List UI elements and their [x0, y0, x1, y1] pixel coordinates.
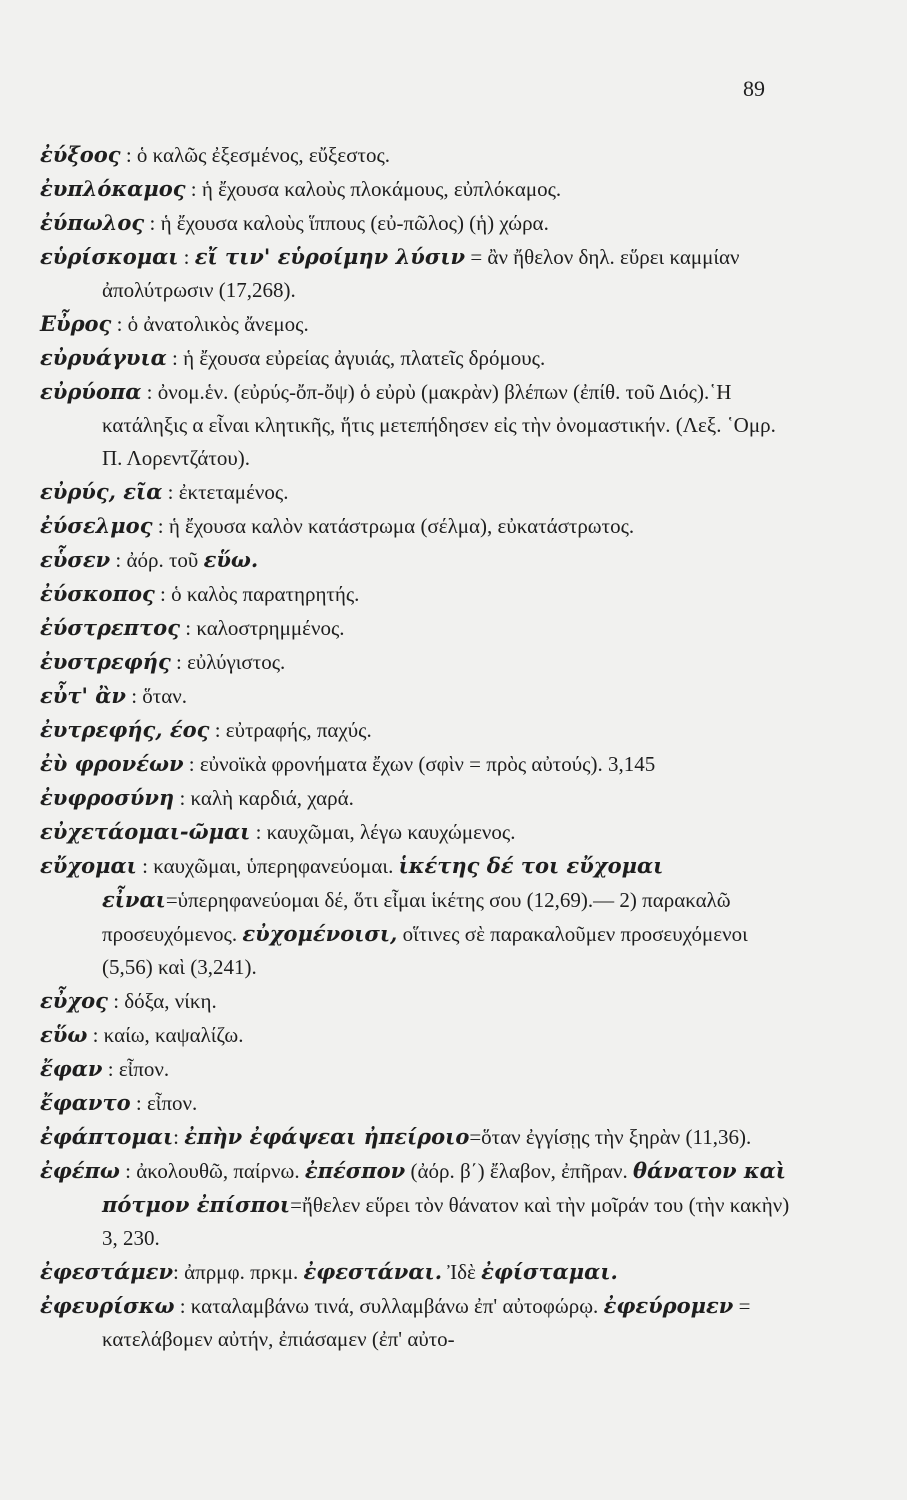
headword: ἐύπωλος [40, 210, 145, 235]
headword: ἔφαντο [40, 1090, 131, 1115]
definition: =ὅταν ἐγγίσῃς τὴν ξηρὰν (11,36). [469, 1125, 752, 1149]
headword: ἐύσελμος [40, 513, 153, 538]
dictionary-entry [40, 138, 800, 172]
definition: (ἀόρ. β΄) ἔλαβον, ἐπῆραν. [405, 1159, 633, 1183]
dictionary-entry [40, 645, 800, 679]
quoted-phrase: θάνατον καὶ πότμον ἐπίσποι [102, 1158, 786, 1217]
definition: : ἐκτεταμένος. [162, 480, 289, 504]
headword: ἐύστρεπτος [40, 615, 180, 640]
dictionary-entry [40, 984, 800, 1018]
quoted-phrase: εὕω. [203, 547, 259, 572]
definition: : εὐνοϊκὰ φρονήματα ἔχων (σφὶν = πρὸς αὐτούς). 3,145 [183, 752, 656, 776]
definition: : ὀνομ.ἑν. (εὐρύς-ὄπ-ὄψ) ὁ εὐρὺ (μακρὰν) βλέπων (ἐπίθ. τοῦ Διός).῾Η κατάληξις α εἶναι κλητικῆς, ἥτις μετεπήδησεν εἰς τὴν ὀνομαστικήν. (Λεξ. ῾Ομρ. Π. Λορεντζάτου). [102, 380, 776, 470]
dictionary-entry [40, 307, 800, 341]
dictionary-entry [40, 577, 800, 611]
headword: ἐυφροσύνη [40, 785, 175, 810]
headword: εὖχος [40, 988, 108, 1013]
headword: ἐυστρεφής [40, 649, 171, 674]
dictionary-entry [40, 240, 800, 307]
quoted-phrase: ἱκέτης δέ τοι εὔχομαι εἶναι [102, 853, 664, 912]
definition: : καλοστρημμένος. [179, 616, 345, 640]
quoted-phrase: ἐφεστάναι. [303, 1259, 443, 1284]
definition: : καυχῶμαι, λέγω καυχώμενος. [250, 820, 516, 844]
definition: : ἀκολουθῶ, παίρνω. [119, 1159, 305, 1183]
headword: εὑρίσκομαι [40, 244, 179, 269]
headword: ἐυτρεφής, έος [40, 717, 210, 742]
dictionary-entry [40, 849, 800, 984]
dictionary-entry [40, 206, 800, 240]
definition: : δόξα, νίκη. [107, 989, 217, 1013]
dictionary-entry [40, 1120, 800, 1154]
headword: εὖτ' ἂν [40, 683, 126, 708]
dictionary-entry [40, 475, 800, 509]
definition: : [178, 245, 195, 269]
quoted-phrase: ἐφεύρομεν [603, 1293, 734, 1318]
definition: : εὐτραφής, παχύς. [209, 718, 372, 742]
definition: : ἡ ἔχουσα καλοὺς πλοκάμους, εὐπλόκαμος. [185, 177, 562, 201]
dictionary-entry [40, 172, 800, 206]
headword: εὐρύοπα [40, 379, 142, 404]
definition: : καυχῶμαι, ὑπερηφανεύομαι. [136, 854, 399, 878]
definition: : ὁ καλὸς παρατηρητής. [154, 582, 360, 606]
headword: εὐρύς, εῖα [40, 479, 163, 504]
definition: : [173, 1125, 185, 1149]
dictionary-entry [40, 341, 800, 375]
definition: : εἶπον. [130, 1091, 198, 1115]
headword: εὕω [40, 1022, 88, 1047]
headword: εὔχομαι [40, 853, 137, 878]
dictionary-entry [40, 1018, 800, 1052]
headword: Εὖρος [40, 311, 112, 336]
headword: ἐύξοος [40, 142, 121, 167]
headword: εὗσεν [40, 547, 111, 572]
definition: : καταλαμβάνω τινά, συλλαμβάνω ἐπ' αὐτοφώρῳ. [174, 1294, 604, 1318]
quoted-phrase: ἐπὴν ἐφάψεαι ἠπείροιο [184, 1124, 470, 1149]
dictionary-entry [40, 747, 800, 781]
dictionary-entry [40, 1052, 800, 1086]
headword: ἐὺ φρονέων [40, 751, 184, 776]
headword: ἐφεστάμεν [40, 1259, 174, 1284]
headword: ἔφαν [40, 1056, 103, 1081]
headword: ἐυπλόκαμος [40, 176, 186, 201]
definition: : ἡ ἔχουσα καλοὺς ἵππους (εὐ-πῶλος) (ἡ) χώρα. [144, 211, 549, 235]
entry-list [40, 138, 800, 1356]
quoted-phrase: ἐπέσπον [304, 1158, 406, 1183]
dictionary-entry [40, 375, 800, 475]
definition: = ἂν ἤθελον δηλ. εὕρει καμμίαν ἀπολύτρωσιν (17,268). [102, 245, 740, 302]
definition: : ἀπρμφ. πρκμ. [173, 1260, 304, 1284]
definition: =ἤθελεν εὕρει τὸν θάνατον καὶ τὴν μοῖράν του (τὴν κακὴν) 3, 230. [102, 1193, 790, 1250]
definition: οἵτινες σὲ παρακαλοῦμεν προσευχόμενοι (5,56) καὶ (3,241). [102, 922, 748, 979]
dictionary-entry [40, 1086, 800, 1120]
definition: : ἡ ἔχουσα καλὸν κατάστρωμα (σέλμα), εὐκατάστρωτος. [152, 514, 635, 538]
quoted-phrase: ἐφίσταμαι. [481, 1259, 618, 1284]
dictionary-entry [40, 815, 800, 849]
definition: : καλὴ καρδιά, χαρά. [174, 786, 354, 810]
quoted-phrase: εἴ τιν' εὑροίμην λύσιν [194, 244, 466, 269]
page-number: 89 [743, 76, 765, 101]
dictionary-entry [40, 713, 800, 747]
definition: : ὁ καλῶς ἐξεσμένος, εὔξεστος. [120, 143, 391, 167]
headword: ἐφέπω [40, 1158, 120, 1183]
headword: εὐρυάγυια [40, 345, 167, 370]
definition: : εὐλύγιστος. [170, 650, 286, 674]
dictionary-entry [40, 781, 800, 815]
definition: Ἰδὲ [442, 1260, 482, 1284]
quoted-phrase: εὐχομένοισι, [242, 921, 398, 946]
dictionary-entry [40, 611, 800, 645]
definition: : ὁ ἀνατολικὸς ἄνεμος. [111, 312, 309, 336]
definition: : καίω, καψαλίζω. [87, 1023, 244, 1047]
headword: ἐύσκοπος [40, 581, 155, 606]
headword: ἐφευρίσκω [40, 1293, 175, 1318]
headword: ἐφάπτομαι [40, 1124, 174, 1149]
dictionary-entry [40, 1289, 800, 1356]
dictionary-entry [40, 543, 800, 577]
definition: : ὅταν. [125, 684, 187, 708]
dictionary-entry [40, 1255, 800, 1289]
definition: : εἶπον. [102, 1057, 170, 1081]
definition: =ὑπερηφανεύομαι δέ, ὅτι εἶμαι ἱκέτης σου (12,69).— 2) παρακαλῶ προσευχόμενος. [102, 888, 731, 946]
dictionary-entry [40, 1154, 800, 1255]
definition: : ἀόρ. τοῦ [110, 548, 204, 572]
dictionary-entry [40, 509, 800, 543]
definition: : ἡ ἔχουσα εὐρείας ἀγυιάς, πλατεῖς δρόμους. [166, 346, 546, 370]
definition: = κατελάβομεν αὐτήν, ἐπιάσαμεν (ἐπ' αὐτο- [102, 1294, 751, 1351]
headword: εὐχετάομαι-ῶμαι [40, 819, 251, 844]
dictionary-entry [40, 679, 800, 713]
